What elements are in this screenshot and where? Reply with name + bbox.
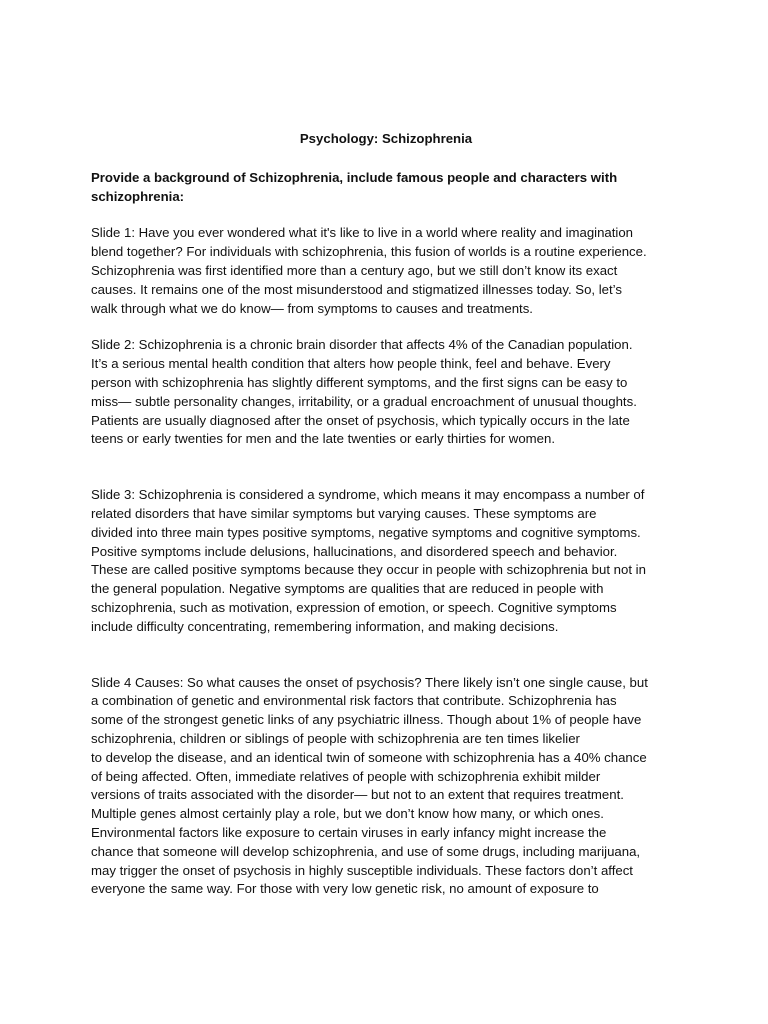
text-line: versions of traits associated with the disorder— but not to an extent that requires treatment. [91, 787, 624, 803]
text-line: a combination of genetic and environmental risk factors that contribute. Schizophrenia has [91, 693, 617, 709]
paragraph-slide-4 [91, 674, 681, 900]
text-line: It’s a serious mental health condition that alters how people think, feel and behave. Every [91, 356, 611, 372]
prompt-line: schizophrenia: [91, 188, 185, 204]
text-line: everyone the same way. For those with very low genetic risk, no amount of exposure to [91, 881, 599, 897]
text-line: include difficulty concentrating, remembering information, and making decisions. [91, 618, 559, 634]
paragraph-slide-1 [91, 224, 681, 318]
text-line: Slide 3: Schizophrenia is considered a syndrome, which means it may encompass a number of [91, 487, 645, 503]
text-line: Slide 4 Causes: So what causes the onset of psychosis? There likely isn’t one single cause, but [91, 674, 648, 690]
text-line: These are called positive symptoms because they occur in people with schizophrenia but not in [91, 562, 646, 578]
text-line: Slide 2: Schizophrenia is a chronic brain disorder that affects 4% of the Canadian population. [91, 337, 633, 353]
document-title: Psychology: Schizophrenia [299, 131, 473, 146]
assignment-prompt [91, 169, 681, 207]
text-line: causes. It remains one of the most misunderstood and stigmatized illnesses today. So, let’s [91, 281, 622, 297]
text-line: schizophrenia, children or siblings of people with schizophrenia are ten times likelier [91, 730, 580, 746]
text-line: related disorders that have similar symptoms but varying causes. These symptoms are [91, 505, 597, 521]
text-line: to develop the disease, and an identical twin of someone with schizophrenia has a 40% chance [91, 749, 647, 765]
text-line: the general population. Negative symptoms are qualities that are reduced in people with [91, 581, 604, 597]
text-line: Patients are usually diagnosed after the onset of psychosis, which typically occurs in the late [91, 412, 630, 428]
text-line: schizophrenia, such as motivation, expression of emotion, or speech. Cognitive symptoms [91, 599, 617, 615]
text-line: Slide 1: Have you ever wondered what it's like to live in a world where reality and imagination [91, 225, 634, 241]
text-line: chance that someone will develop schizophrenia, and use of some drugs, including marijuana, [91, 843, 641, 859]
text-line: divided into three main types positive symptoms, negative symptoms and cognitive symptoms. [91, 524, 641, 540]
document-body [91, 130, 681, 917]
text-line: Multiple genes almost certainly play a role, but we don’t know how many, or which ones. [91, 806, 604, 822]
text-line: miss— subtle personality changes, irritability, or a gradual encroachment of unusual thoughts. [91, 393, 637, 409]
text-line: some of the strongest genetic links of any psychiatric illness. Though about 1% of people have [91, 712, 642, 728]
text-line: Environmental factors like exposure to certain viruses in early infancy might increase the [91, 824, 607, 840]
text-line: of being affected. Often, immediate relatives of people with schizophrenia exhibit milder [91, 768, 601, 784]
paragraph-slide-3 [91, 486, 681, 636]
prompt-line: Provide a background of Schizophrenia, include famous people and characters with [91, 169, 618, 185]
text-line: blend together? For individuals with schizophrenia, this fusion of worlds is a routine experience. [91, 244, 647, 260]
text-line: person with schizophrenia has slightly different symptoms, and the first signs can be easy to [91, 374, 628, 390]
text-line: teens or early twenties for men and the late twenties or early thirties for women. [91, 431, 555, 447]
paragraph-slide-2 [91, 336, 681, 449]
text-line: Schizophrenia was first identified more than a century ago, but we still don’t know its exact [91, 262, 618, 278]
text-line: walk through what we do know— from symptoms to causes and treatments. [91, 300, 533, 316]
text-line: may trigger the onset of psychosis in highly susceptible individuals. These factors don’t affect [91, 862, 633, 878]
text-line: Positive symptoms include delusions, hallucinations, and disordered speech and behavior. [91, 543, 618, 559]
